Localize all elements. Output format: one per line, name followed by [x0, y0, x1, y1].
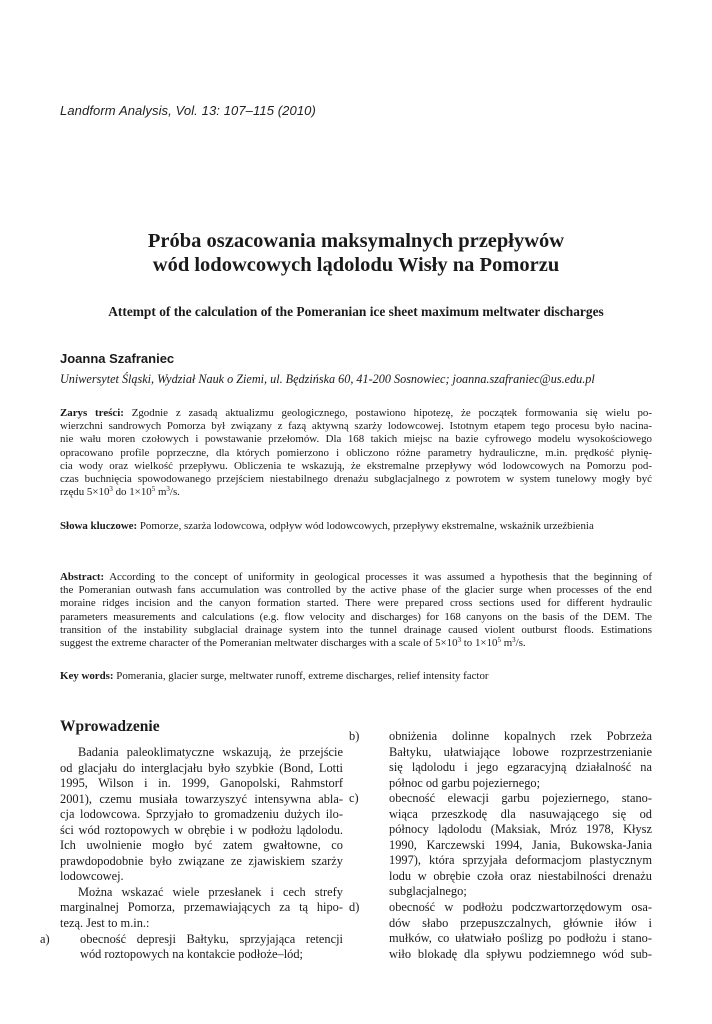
- list-line: wiło blokadę dla spływu podziemnego wód sub-: [389, 946, 652, 961]
- abstract-line: czas buchnięcia spowodowanego przejściem niestabilnego drenażu subglacjalnego z powrotem w system tunelowy mogły być: [60, 473, 652, 486]
- author-affiliation: Uniwersytet Śląski, Wydział Nauk o Ziemi, ul. Będzińska 60, 41-200 Sosnowiec; joanna.szafraniec@us.edu.pl: [60, 372, 595, 386]
- list-line: 1997), która sprzyjała deformacjom plastycznym: [389, 853, 652, 868]
- english-abstract-label: Abstract:: [60, 571, 105, 583]
- list-line: dów słabo przepuszczalnych, głównie iłów i: [389, 915, 652, 930]
- body-line: Badania paleoklimatyczne wskazują, że przejście: [78, 745, 343, 759]
- list-marker: a): [40, 931, 50, 946]
- body-line: ści wód roztopowych w obrębie i w podłożu lądolodu.: [60, 822, 343, 837]
- list-line: 1990, Karczewski 1994, Jania, Bukowska-Jania: [389, 837, 652, 852]
- body-line: tezą. Jest to m.in.:: [60, 916, 150, 931]
- english-keywords-text: Pomerania, glacier surge, meltwater runoff, extreme discharges, relief intensity factor: [113, 670, 489, 682]
- list-line: subglacjalnego;: [389, 884, 467, 899]
- body-line: 1995, Wilson i in. 1999, Ganopolski, Rahmstorf: [60, 776, 343, 791]
- abstract-line: parameters measurements and calculations (e.g. flow velocity and discharges) for 168 canyons on the basis of the DEM. The: [60, 610, 652, 623]
- list-line: wiąca przeszkodę dla nasuwającego się od: [389, 806, 652, 821]
- left-column: [40, 745, 343, 963]
- body-line: lodowcowej.: [60, 869, 124, 884]
- english-keywords-label: Key words:: [60, 670, 114, 682]
- english-abstract: [60, 571, 652, 650]
- body-line: Można wskazać wiele przesłanek i cech strefy: [78, 884, 343, 899]
- body-line: 2001), czemu musiała towarzyszyć intensywna abla-: [60, 791, 343, 806]
- body-line: cja lodowcowa. Sprzyjało to gromadzeniu dużych ilo-: [60, 807, 343, 822]
- title-line: wód lodowcowych lądolodu Wisły na Pomorzu: [152, 254, 560, 276]
- list-line: się lądolodu i jego egzaracyjną działalność na: [389, 760, 652, 775]
- right-column: [349, 729, 652, 962]
- abstract-line: nie wału moren czołowych i powstawanie przełomów. Dla 168 takich miejsc na bazie cyfrowego modelu wysokościowego: [60, 433, 652, 446]
- body-line: od glacjału do interglacjału było szybkie (Bond, Lotti: [60, 760, 343, 775]
- polish-abstract-label: Zarys treści:: [60, 407, 124, 419]
- list-line: północy lądolodu (Maksiak, Mróz 1978, Kłysz: [389, 822, 652, 837]
- list-marker: b): [349, 729, 360, 743]
- abstract-line: wierzchni sandrowych Pomorza był związany z fazą aktywną szarży lodowcowej. Istotnym etapem tego procesu było nacina-: [60, 420, 652, 433]
- list-item: a) obecność depresji Bałtyku, sprzyjająca retencji wód roztopowych na kontakcie podłoże–lód;: [40, 931, 343, 962]
- abstract-line: moraine ridges incision and the canyon formation started. There were prepared cross sections used for different hydraulic: [60, 597, 652, 610]
- abstract-line: cia wody oraz wielkość przepływu. Obliczenia te wskazują, że ekstremalne przepływy wód lodowcowych na Pomorzu pod-: [60, 459, 652, 472]
- list-item: b) obniżenia dolinne kopalnych rzek Pobrzeża Bałtyku, ułatwiające lobowe rozprzestrzenianie się lądolodu i jego egzaracyjną działalność na północ od garbu pojeziernego;: [349, 729, 652, 790]
- section-heading: Wprowadzenie: [60, 718, 160, 735]
- polish-keywords-text: Pomorze, szarża lodowcowa, odpływ wód lodowcowych, przepływy ekstremalne, wskaźnik urzeźbienia: [137, 520, 594, 532]
- list-line: wód roztopowych na kontakcie podłoże–lód;: [80, 947, 303, 962]
- author-name: Joanna Szafraniec: [60, 351, 175, 366]
- list-item: d) obecność w podłożu podczwartorzędowym osa- dów słabo przepuszczalnych, głównie iłów i mułków, co ułatwiało poślizg po podłożu i stano- wiło blokadę dla spływu podziemnego wód sub-: [349, 900, 652, 961]
- abstract-line: Zgodnie z zasadą aktualizmu geologicznego, postawiono hipotezę, że początek formowania się wielu po-: [123, 407, 652, 419]
- abstract-line: According to the concept of uniformity in geological processes it was assumed a hypothesis that the beginning of: [104, 571, 652, 583]
- abstract-line: suggest the extreme character of the Pomeranian meltwater discharges with a scale of $5\times 10^3$ to $1\times 10^5$ $m^3/s$.: [60, 636, 526, 650]
- abstract-line: transition of the instability subglacial drainage system into the tunnel drainage caused violent outburst floods. Estimations: [60, 623, 652, 636]
- list-line: lodu w obrębie czoła oraz niestabilności drenażu: [389, 868, 652, 883]
- polish-keywords-label: Słowa kluczowe:: [60, 520, 138, 532]
- abstract-line: the Pomeranian outwash fans accumulation was controlled by the active phase of the glacier surge when processes of the end: [60, 584, 652, 597]
- english-keywords: [60, 670, 652, 683]
- list-item: c) obecność elewacji garbu pojeziernego, stano- wiąca przeszkodę dla nasuwającego się od północy lądolodu (Maksiak, Mróz 1978, Kłysz 1990, Karczewski 1994, Jania, Bukowska-Jania 1997), która sprzyjała deformacjom plastycznym lodu w obrębie czoła oraz niestabilności drenażu subglacjalnego;: [349, 791, 652, 899]
- polish-keywords: [60, 520, 652, 533]
- list-line: północ od garbu pojeziernego;: [389, 775, 541, 790]
- paper-title: [60, 229, 652, 277]
- english-title: Attempt of the calculation of the Pomeranian ice sheet maximum meltwater discharges: [108, 304, 604, 319]
- list-line: mułków, co ułatwiało poślizg po podłożu i stano-: [389, 931, 652, 946]
- polish-abstract: [60, 407, 652, 499]
- journal-citation: Landform Analysis, Vol. 13: 107–115 (2010): [60, 103, 316, 118]
- body-line: prawdopodobnie było związane ze zjawiskiem szarży: [60, 853, 343, 868]
- list-marker: d): [349, 900, 360, 915]
- abstract-line: rzędu $5\times 10^3$ do $1\times 10^5$ $m^3/s$.: [60, 485, 180, 499]
- list-line: Bałtyku, ułatwiające lobowe rozprzestrzenianie: [389, 744, 652, 759]
- body-line: marginalnej Pomorza, przemawiających za tą hipo-: [60, 900, 343, 915]
- body-line: Ich uwolnienie mogło być zatem gwałtowne, co: [60, 838, 343, 853]
- abstract-line: opracowano profile poprzeczne, dla których pomierzono i obliczono różne parametry hydrauliczne, m.in. prędkość płynię-: [60, 446, 652, 459]
- title-line: Próba oszacowania maksymalnych przepływów: [147, 230, 565, 252]
- list-marker: c): [349, 791, 359, 806]
